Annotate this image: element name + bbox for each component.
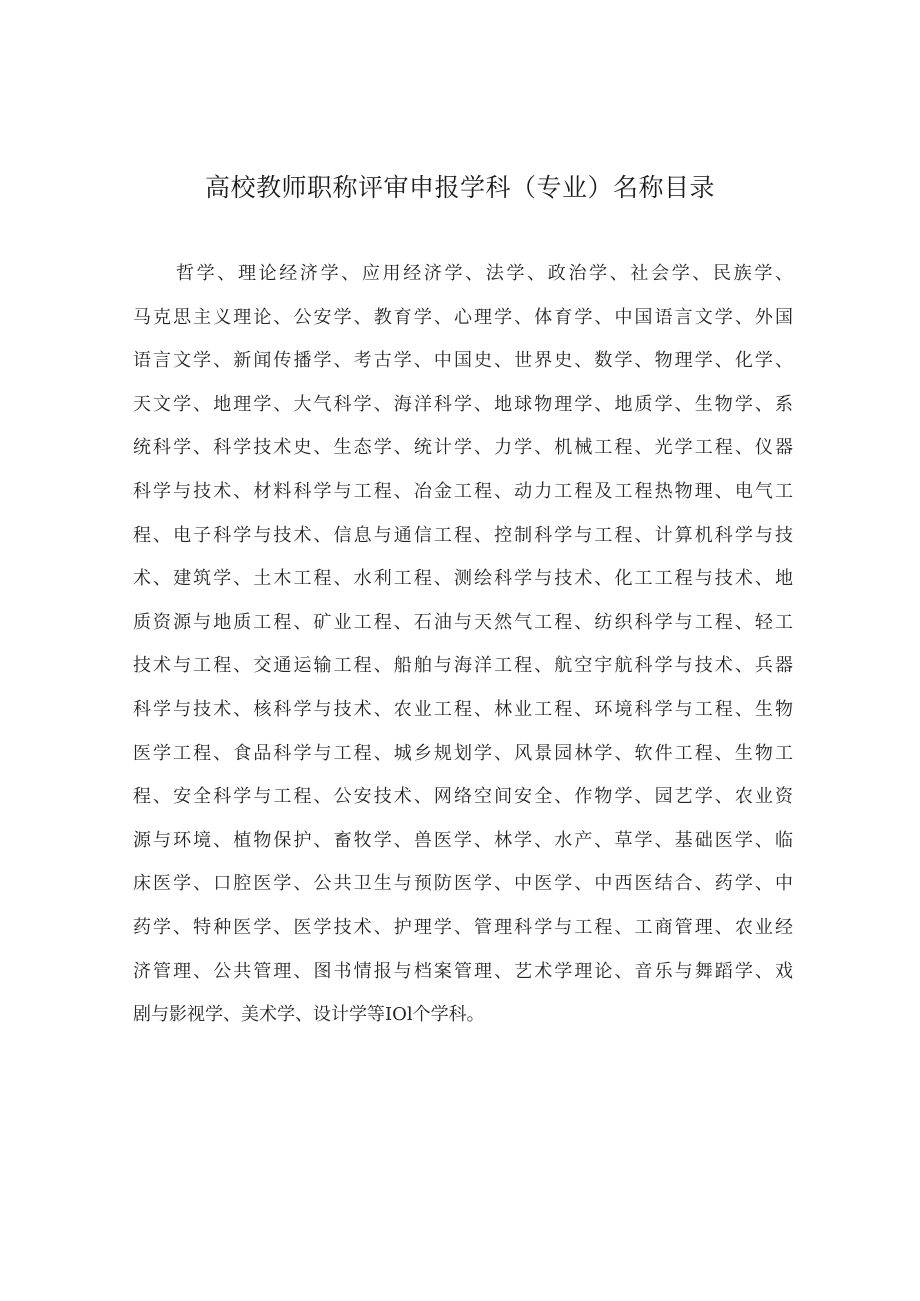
body-line-10: 技术与工程、交通运输工程、船舶与海洋工程、航空宇航科学与技术、兵器 — [133, 655, 793, 677]
body-line-16: 药学、特种医学、医学技术、护理学、管理科学与工程、工商管理、农业经 — [133, 916, 793, 938]
body-line-11: 科学与技术、核科学与技术、农业工程、林业工程、环境科学与工程、生物 — [133, 698, 793, 720]
body-line-2: 马克思主义理论、公安学、教育学、心理学、体育学、中国语言文学、外国 — [133, 306, 793, 328]
body-line-15: 床医学、口腔医学、公共卫生与预防医学、中医学、中西医结合、药学、中 — [133, 873, 793, 895]
body-line-13: 程、安全科学与工程、公安技术、网络空间安全、作物学、园艺学、农业资 — [133, 786, 793, 808]
body-line-9: 质资源与地质工程、矿业工程、石油与天然气工程、纺织科学与工程、轻工 — [133, 611, 793, 633]
body-line-8: 术、建筑学、土木工程、水利工程、测绘科学与技术、化工工程与技术、地 — [133, 568, 793, 590]
document-title: 高校教师职称评审申报学科（专业）名称目录 — [204, 173, 715, 202]
body-line-3: 语言文学、新闻传播学、考古学、中国史、世界史、数学、物理学、化学、 — [133, 350, 793, 372]
document-body — [133, 252, 793, 1037]
body-line-14: 源与环境、植物保护、畜牧学、兽医学、林学、水产、草学、基础医学、临 — [133, 829, 793, 851]
body-line-12: 医学工程、食品科学与工程、城乡规划学、风景园林学、软件工程、生物工 — [133, 742, 793, 764]
body-line-6: 科学与技术、材料科学与工程、冶金工程、动力工程及工程热物理、电气工 — [133, 480, 793, 502]
body-line-17: 济管理、公共管理、图书情报与档案管理、艺术学理论、音乐与舞蹈学、戏 — [133, 960, 793, 982]
body-line-4: 天文学、地理学、大气科学、海洋科学、地球物理学、地质学、生物学、系 — [133, 393, 793, 415]
body-line-5: 统科学、科学技术史、生态学、统计学、力学、机械工程、光学工程、仪器 — [133, 437, 793, 459]
body-line-7: 程、电子科学与技术、信息与通信工程、控制科学与工程、计算机科学与技 — [133, 524, 793, 546]
body-line-18: 剧与影视学、美术学、设计学等IOl个学科。 — [133, 1004, 485, 1026]
body-line-1: 哲学、理论经济学、应用经济学、法学、政治学、社会学、民族学、 — [176, 263, 793, 284]
